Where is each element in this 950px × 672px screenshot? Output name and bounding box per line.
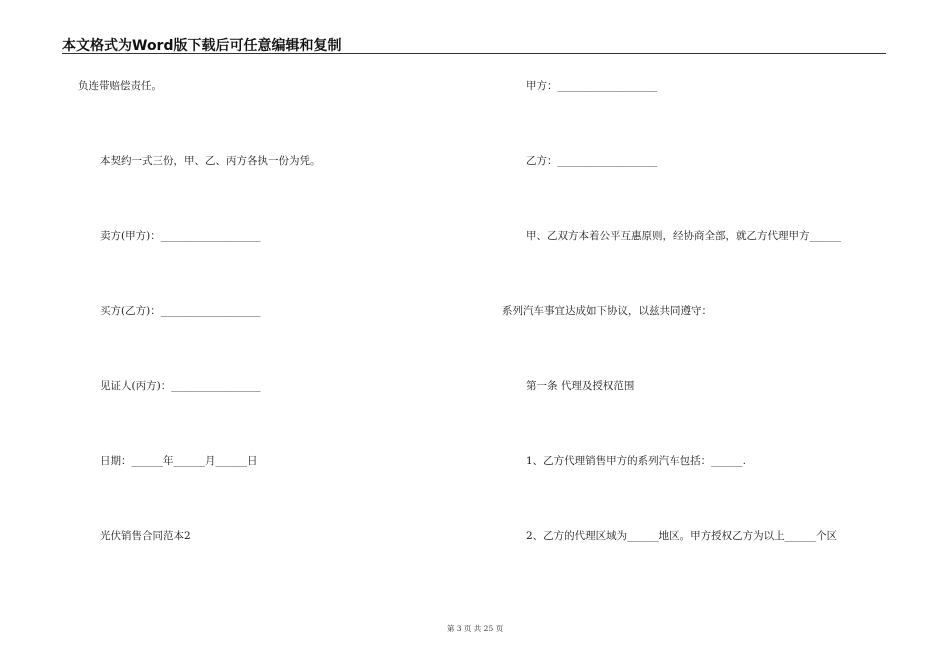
- right-line-article-one: 第一条 代理及授权范围: [526, 380, 635, 392]
- left-line-buyer: 买方(乙方)：___________________: [100, 305, 261, 317]
- page-number: 第 3 页 共 25 页: [446, 624, 504, 633]
- right-line-clause-1: 1、乙方代理销售甲方的系列汽车包括：______.: [526, 455, 747, 467]
- right-line-party-a: 甲方：___________________: [526, 80, 658, 92]
- right-line-principle: 甲、乙双方本着公平互惠原则，经协商全部，就乙方代理甲方______: [526, 230, 841, 242]
- right-line-party-b: 乙方：___________________: [526, 155, 658, 167]
- left-line-copies: 本契约一式三份，甲、乙、丙方各执一份为凭。: [100, 155, 321, 167]
- header-divider: [62, 53, 886, 54]
- right-line-agreement: 系列汽车事宜达成如下协议，以兹共同遵守：: [502, 305, 712, 317]
- document-header-title: 本文格式为Word版下载后可任意编辑和复制: [62, 38, 342, 54]
- right-line-clause-2: 2、乙方的代理区域为______地区。甲方授权乙方为以上______个区: [526, 530, 838, 542]
- left-line-witness: 见证人(丙方)：_________________: [100, 380, 261, 392]
- left-line-seller: 卖方(甲方)：___________________: [100, 230, 261, 242]
- left-line-date: 日期：______年______月______日: [100, 455, 258, 467]
- left-line-liability: 负连带赔偿责任。: [78, 80, 162, 92]
- left-line-template-title: 光伏销售合同范本2: [100, 530, 191, 542]
